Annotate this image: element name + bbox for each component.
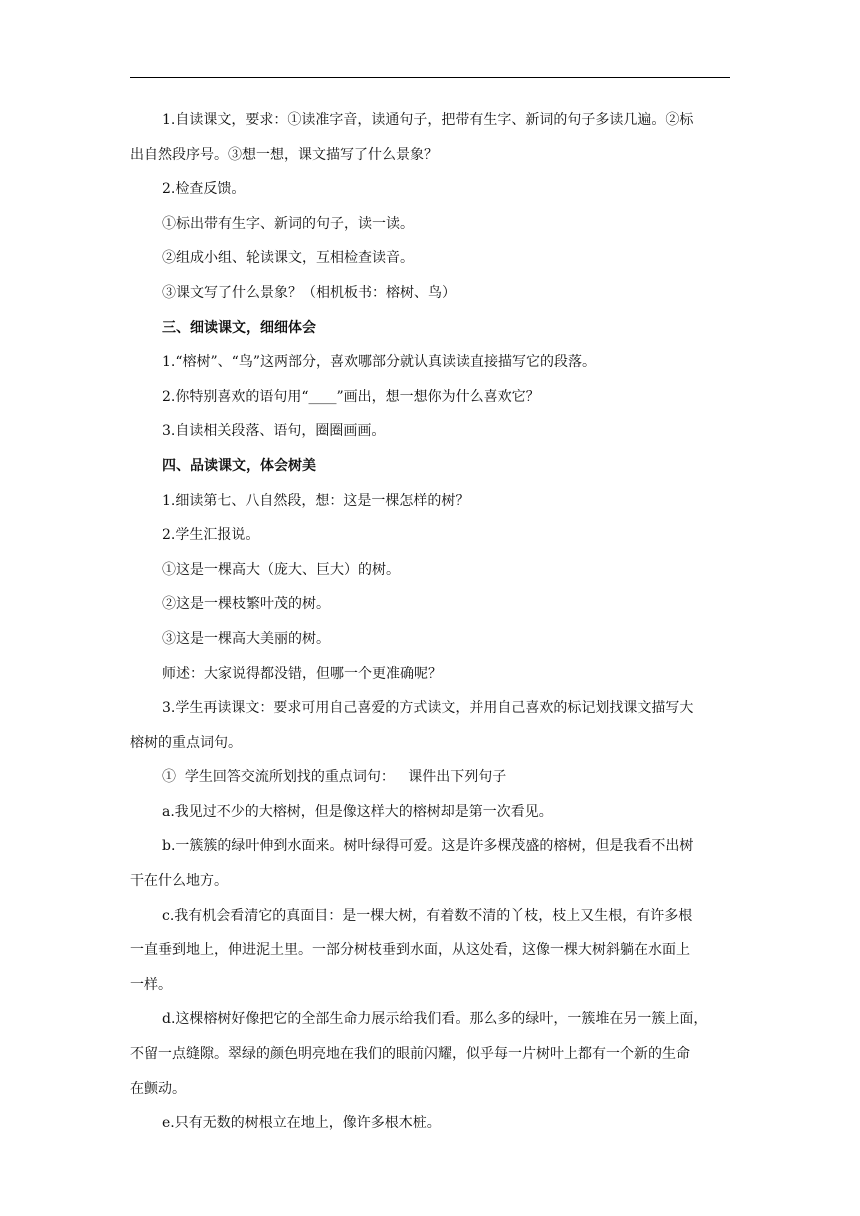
paragraph — [130, 484, 730, 519]
text-line: d.这棵榕树好像把它的全部生命力展示给我们看。那么多的绿叶，一簇堆在另一簇上面， — [162, 1011, 708, 1028]
text-line: ① 学生回答交流所划找的重点词句： 课件出下列句子 — [162, 769, 507, 786]
paragraph — [130, 276, 730, 311]
text-line: 出自然段序号。③想一想，课文描写了什么景象？ — [130, 146, 438, 163]
text-line: 一直垂到地上，伸进泥土里。一部分树枝垂到水面，从这处看，这像一棵大树斜躺在水面上 — [130, 942, 690, 959]
text-line: c.我有机会看清它的真面目：是一棵大树，有着数不清的丫枝，枝上又生根，有许多根 — [162, 907, 693, 924]
text-line: ①标出带有生字、新词的句子，读一读。 — [162, 215, 414, 232]
paragraph — [130, 691, 730, 760]
paragraph — [130, 207, 730, 242]
heading-text: 三、细读课文，细细体会 — [162, 319, 316, 336]
section-heading — [130, 311, 730, 346]
text-line: e.只有无数的树根立在地上，像许多根木桩。 — [162, 1115, 441, 1132]
paragraph — [130, 380, 730, 415]
paragraph — [130, 414, 730, 449]
text-line: 干在什么地方。 — [130, 873, 228, 890]
text-line: 2.你特别喜欢的语句用“____”画出，想一想你为什么喜欢它？ — [162, 388, 540, 405]
text-line: ①这是一棵高大（庞大、巨大）的树。 — [162, 561, 400, 578]
text-line: 师述：大家说得都没错，但哪一个更准确呢？ — [162, 665, 442, 682]
heading-text: 四、品读课文，体会树美 — [162, 457, 316, 474]
text-line: ③课文写了什么景象？（相机板书：榕树、鸟） — [162, 284, 456, 301]
text-line: 1.“榕树”、“鸟”这两部分，喜欢哪部分就认真读读直接描写它的段落。 — [162, 354, 596, 371]
paragraph — [130, 622, 730, 657]
paragraph — [130, 795, 730, 830]
text-line: ③这是一棵高大美丽的树。 — [162, 630, 330, 647]
text-line: ②组成小组、轮读课文，互相检查读音。 — [162, 250, 414, 267]
text-line: 在颤动。 — [130, 1080, 186, 1097]
paragraph — [130, 657, 730, 692]
paragraph — [130, 345, 730, 380]
paragraph — [130, 760, 730, 795]
text-line: 不留一点缝隙。翠绿的颜色明亮地在我们的眼前闪耀，似乎每一片树叶上都有一个新的生命 — [130, 1046, 690, 1063]
paragraph — [130, 518, 730, 553]
paragraph — [130, 1002, 730, 1106]
paragraph — [130, 1106, 730, 1141]
paragraph — [130, 829, 730, 898]
header-rule — [130, 77, 730, 78]
text-line: 3.自读相关段落、语句，圈圈画画。 — [162, 423, 386, 440]
text-line: 1.细读第七、八自然段，想：这是一棵怎样的树？ — [162, 492, 470, 509]
paragraph — [130, 899, 730, 1003]
paragraph — [130, 241, 730, 276]
document-body — [130, 103, 730, 1141]
text-line: 2.学生汇报说。 — [162, 527, 260, 544]
text-line: 一样。 — [130, 976, 172, 993]
paragraph — [130, 553, 730, 588]
paragraph — [130, 587, 730, 622]
text-line: ②这是一棵枝繁叶茂的树。 — [162, 596, 330, 613]
text-line: 3.学生再读课文：要求可用自己喜爱的方式读文，并用自己喜欢的标记划找课文描写大 — [162, 700, 694, 717]
paragraph — [130, 103, 730, 172]
text-line: a.我见过不少的大榕树，但是像这样大的榕树却是第一次看见。 — [162, 803, 553, 820]
text-line: b.一簇簇的绿叶伸到水面来。树叶绿得可爱。这是许多棵茂盛的榕树，但是我看不出树 — [162, 838, 694, 855]
text-line: 2.检查反馈。 — [162, 181, 246, 198]
paragraph — [130, 172, 730, 207]
text-line: 榕树的重点词句。 — [130, 734, 242, 751]
text-line: 1.自读课文，要求：①读准字音，读通句子，把带有生字、新词的句子多读几遍。②标 — [162, 112, 694, 128]
section-heading — [130, 449, 730, 484]
